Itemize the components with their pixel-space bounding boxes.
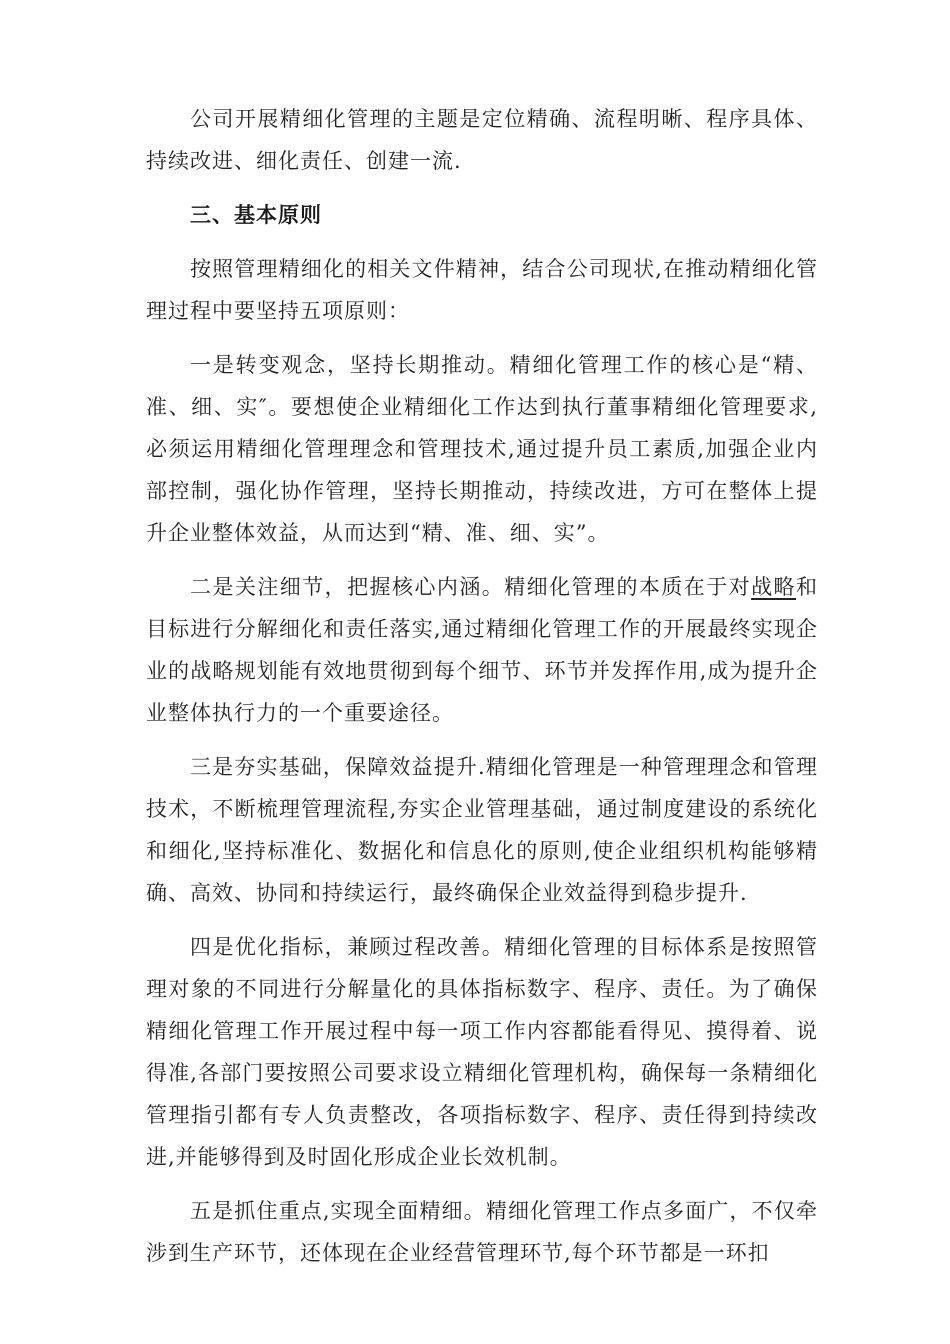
- paragraph-principle-one: 一是转变观念，坚持长期推动。精细化管理工作的核心是“精、准、细、实″。要想使企业精细化工作达到执行董事精细化管理要求,必须运用精细化管理理念和管理技术,通过提升员工素质,加强企业内部控制，强化协作管理，坚持长期推动，持续改进，方可在整体上提升企业整体效益，从而达到“精、准、细、实”。: [146, 353, 818, 545]
- underlined-word-strategy: 战略: [751, 575, 796, 599]
- paragraph-theme: 公司开展精细化管理的主题是定位精确、流程明晰、程序具体、持续改进、细化责任、创建一流.: [146, 107, 818, 173]
- section-heading-basic-principles: 三、基本原则: [190, 202, 322, 227]
- paragraph-principle-two: [146, 566, 818, 734]
- paragraph-principles-intro: 按照管理精细化的相关文件精神，结合公司现状,在推动精细化管理过程中要坚持五项原则：: [146, 257, 818, 323]
- paragraph-principle-three: 三是夯实基础，保障效益提升.精细化管理是一种管理理念和管理技术，不断梳理管理流程,夯实企业管理基础，通过制度建设的系统化和细化,坚持标准化、数据化和信息化的原则,使企业组织机构能够精确、高效、协同和持续运行，最终确保企业效益得到稳步提升.: [146, 755, 818, 905]
- principle-two-text-start: 二是关注细节，把握核心内涵。精细化管理的本质在于对: [190, 575, 752, 599]
- paragraph-principle-five: 五是抓住重点,实现全面精细。精细化管理工作点多面广，不仅牵涉到生产环节，还体现在企业经营管理环节,每个环节都是一环扣: [146, 1199, 818, 1265]
- document-body: [146, 98, 818, 1286]
- principle-two-text-end: 和目标进行分解细化和责任落实,通过精细化管理工作的开展最终实现企业的战略规划能有效地贯彻到每个细节、环节并发挥作用,成为提升企业整体执行力的一个重要途径。: [146, 575, 818, 725]
- paragraph-principle-four: 四是优化指标，兼顾过程改善。精细化管理的目标体系是按照管理对象的不同进行分解量化的具体指标数字、程序、责任。为了确保精细化管理工作开展过程中每一项工作内容都能看得见、摸得着、说得准,各部门要按照公司要求设立精细化管理机构，确保每一条精细化管理指引都有专人负责整改，各项指标数字、程序、责任得到持续改进,并能够得到及时固化形成企业长效机制。: [146, 935, 818, 1169]
